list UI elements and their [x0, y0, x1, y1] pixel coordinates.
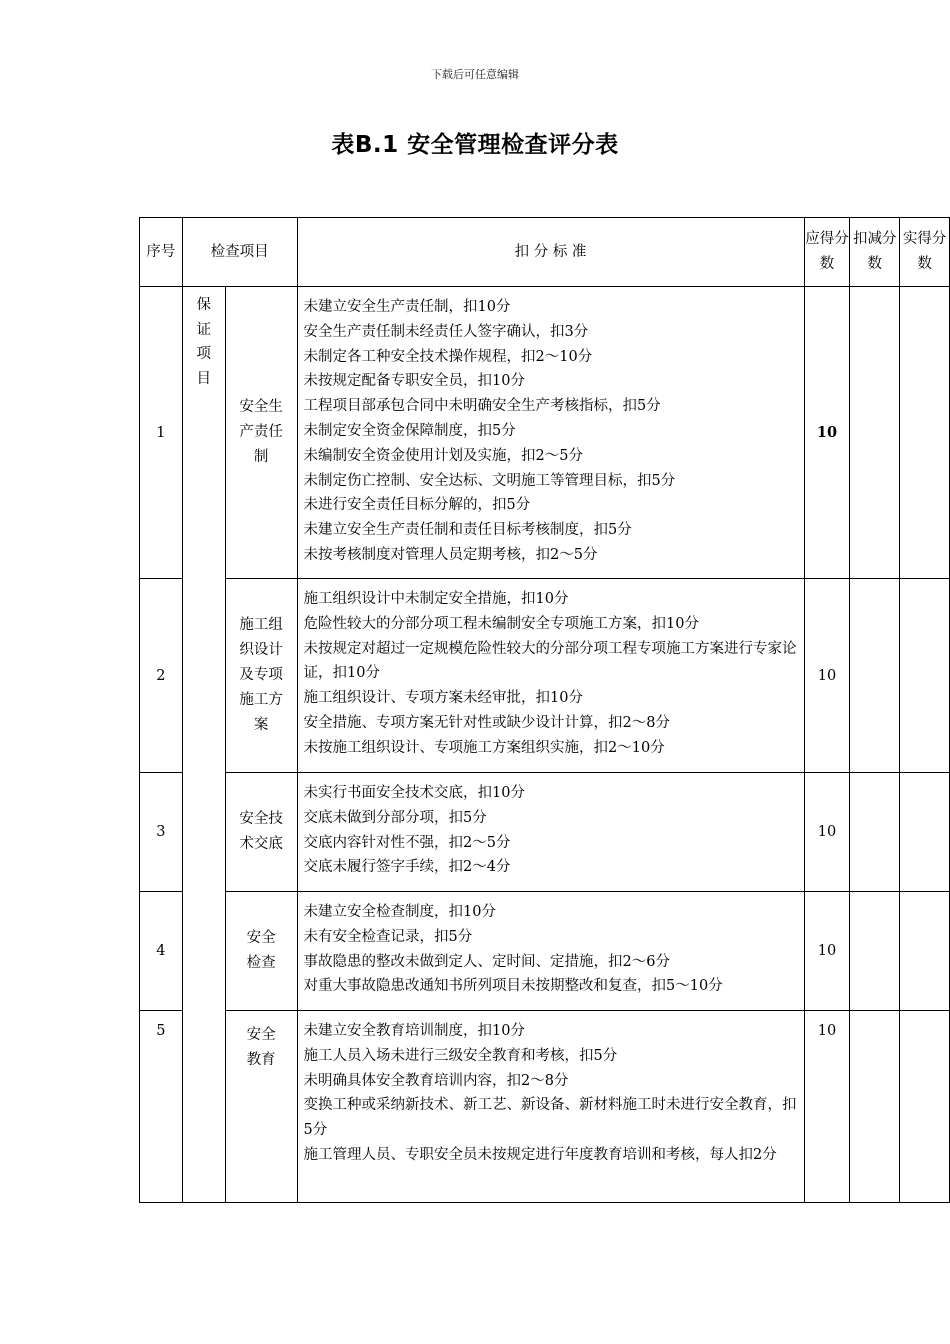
document-title: 表B.1 安全管理检查评分表: [331, 132, 619, 158]
criteria-line: 工程项目部承包合同中未明确安全生产考核指标，扣5分: [303, 398, 661, 415]
criteria-line: 未按施工组织设计、专项施工方案组织实施，扣2～10分: [303, 739, 665, 756]
row-seq: 3: [140, 773, 183, 892]
criteria-line: 施工组织设计、专项方案未经审批，扣10分: [303, 690, 583, 707]
criteria-line: 施工管理人员、专职安全员未按规定进行年度教育培训和考核，每人扣2分: [303, 1146, 777, 1163]
criteria-line: 未按考核制度对管理人员定期考核，扣2～5分: [303, 546, 598, 563]
criteria-line: 事故隐患的整改未做到定人、定时间、定措施，扣2～6分: [303, 953, 670, 970]
criteria-line: 交底未履行签字手续，扣2～4分: [303, 859, 511, 876]
criteria-line: 危险性较大的分部分项工程未编制安全专项施工方案，扣10分: [303, 615, 699, 632]
header-seq: 序号: [140, 218, 183, 287]
header-actual-score: 实得分数: [900, 218, 950, 287]
criteria-line: 未制定安全资金保障制度，扣5分: [303, 422, 516, 439]
row-due-score: 10: [804, 892, 850, 1011]
criteria-line: 未按规定配备专职安全员，扣10分: [303, 373, 525, 390]
row-item: [225, 892, 297, 1011]
criteria-line: 变换工种或采纳新技术、新工艺、新设备、新材料施工时未进行安全教育，扣5分: [303, 1097, 797, 1139]
criteria-line: 未建立安全生产责任制，扣10分: [303, 299, 511, 315]
header-check-item: 检查项目: [182, 218, 297, 287]
criteria-line: 对重大事故隐患改通知书所列项目未按期整改和复查，扣5～10分: [303, 978, 723, 995]
row-criteria: [297, 579, 804, 773]
criteria-line: 未建立安全生产责任制和责任目标考核制度，扣5分: [303, 522, 632, 539]
score-table: [139, 217, 950, 1203]
row-seq: 5: [140, 1011, 183, 1203]
criteria-line: 施工人员入场未进行三级安全教育和考核，扣5分: [303, 1047, 618, 1064]
row-actual-score: [900, 287, 950, 579]
row-actual-score: [900, 579, 950, 773]
criteria-line: 未明确具体安全教育培训内容，扣2～8分: [303, 1072, 569, 1089]
criteria-line: 交底未做到分部分项，扣5分: [303, 809, 487, 826]
header-criteria: 扣 分 标 准: [297, 218, 804, 287]
row-deduct-score: [850, 892, 900, 1011]
row-due-score: 10: [804, 773, 850, 892]
criteria-line: 未制定各工种安全技术操作规程，扣2～10分: [303, 348, 593, 365]
criteria-line: 交底内容针对性不强，扣2～5分: [303, 834, 511, 851]
criteria-line: 安全措施、专项方案无针对性或缺少设计计算，扣2～8分: [303, 714, 670, 731]
table-row: [140, 773, 950, 892]
criteria-line: 未制定伤亡控制、安全达标、文明施工等管理目标，扣5分: [303, 472, 676, 489]
table-row: [140, 287, 950, 579]
row-item-text: 安全技术交底: [239, 811, 283, 852]
row-due-score: 10: [804, 579, 850, 773]
criteria-line: 未按规定对超过一定规模危险性较大的分部分项工程专项施工方案进行专家论证，扣10分: [303, 640, 797, 682]
row-item: [225, 773, 297, 892]
row-criteria: [297, 287, 804, 579]
row-deduct-score: [850, 1011, 900, 1203]
row-item-text: 安全教育: [246, 1027, 276, 1068]
row-deduct-score: [850, 579, 900, 773]
criteria-line: 未建立安全教育培训制度，扣10分: [303, 1023, 525, 1039]
criteria-line: 未有安全检查记录，扣5分: [303, 928, 473, 945]
row-seq: 1: [140, 287, 183, 579]
row-item-text: 安全生产责任制: [239, 399, 283, 465]
row-criteria: [297, 773, 804, 892]
row-seq: 4: [140, 892, 183, 1011]
row-item: [225, 579, 297, 773]
row-item-text: 施工组织设计及专项施工方案: [239, 617, 283, 733]
table-row: [140, 579, 950, 773]
row-item: [225, 1011, 297, 1203]
row-criteria: [297, 892, 804, 1011]
table-header-row: [140, 218, 950, 287]
row-deduct-score: [850, 287, 900, 579]
row-seq: 2: [140, 579, 183, 773]
header-deduct-score: 扣减分数: [850, 218, 900, 287]
row-actual-score: [900, 892, 950, 1011]
criteria-line: 施工组织设计中未制定安全措施，扣10分: [303, 591, 569, 607]
row-actual-score: [900, 773, 950, 892]
criteria-line: 未实行书面安全技术交底，扣10分: [303, 785, 525, 801]
criteria-line: 未进行安全责任目标分解的，扣5分: [303, 497, 531, 514]
row-actual-score: [900, 1011, 950, 1203]
table-row: [140, 892, 950, 1011]
row-criteria: [297, 1011, 804, 1203]
group-label: [182, 287, 225, 1203]
row-item: [225, 287, 297, 579]
header-due-score: 应得分数: [804, 218, 850, 287]
row-due-score: 10: [804, 1011, 850, 1203]
criteria-line: 未编制安全资金使用计划及实施，扣2～5分: [303, 447, 583, 464]
header-note: 下载后可任意编辑: [431, 68, 519, 81]
row-deduct-score: [850, 773, 900, 892]
criteria-line: 安全生产责任制未经责任人签字确认，扣3分: [303, 323, 589, 340]
table-row: [140, 1011, 950, 1203]
row-due-score: 10: [804, 287, 850, 579]
criteria-line: 未建立安全检查制度，扣10分: [303, 904, 496, 920]
group-label-text: 保证项目: [196, 297, 211, 387]
row-item-text: 安全检查: [246, 930, 276, 971]
